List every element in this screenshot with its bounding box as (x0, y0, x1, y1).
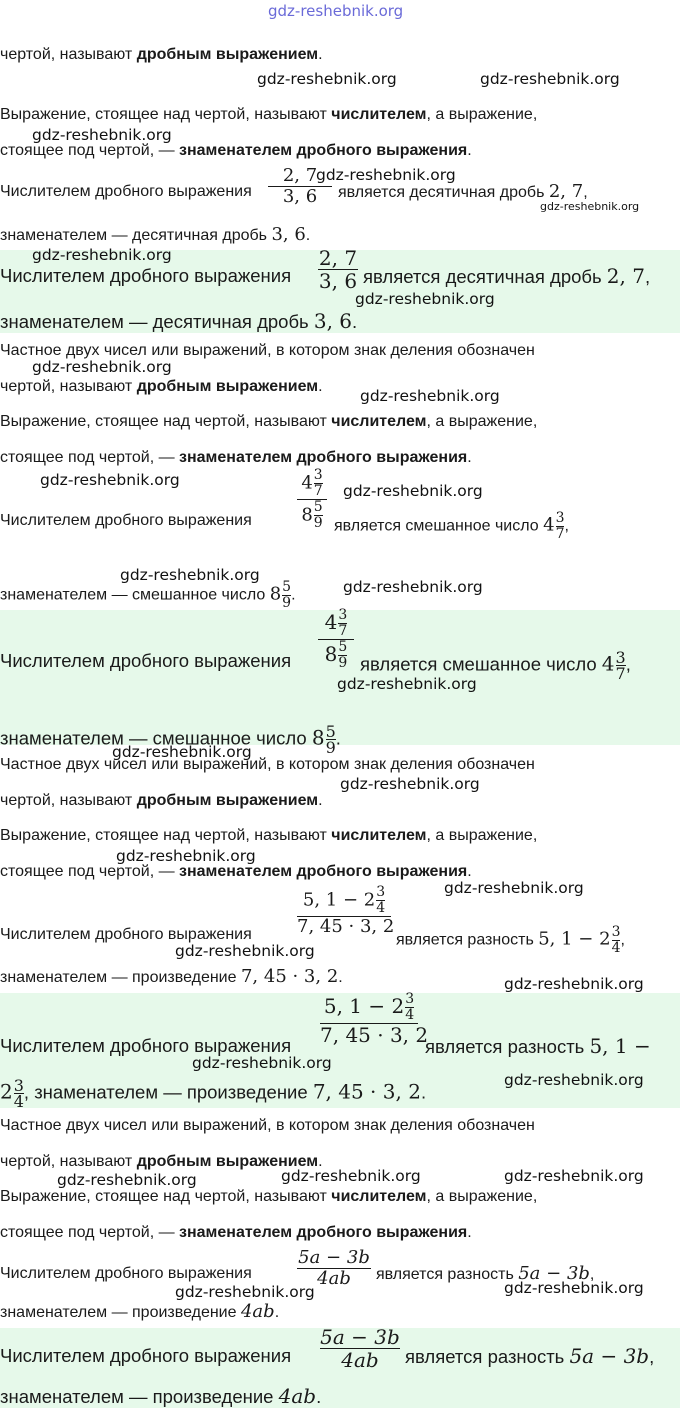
definition-line: чертой, называют дробным выражением. (0, 1153, 323, 1170)
watermark: gdz-reshebnik.org (192, 1054, 332, 1072)
fraction: 4 $\frac{3}{7}$ 8 $\frac{5}{9}$ (297, 468, 327, 531)
watermark: gdz-reshebnik.org (175, 1283, 315, 1301)
answer-line: 2 $\frac{3}{4}$ , знаменателем — произведение 7, 45 · 3, 2. (0, 1076, 427, 1111)
answer-line: знаменателем — смешанное число 8 $\frac{5}{9}$ . (0, 722, 341, 757)
answer-line: знаменателем — десятичная дробь 3, 6. (0, 309, 358, 333)
definition-line: стоящее под чертой, — знаменателем дробного выражения. (0, 449, 472, 466)
watermark: gdz-reshebnik.org (112, 743, 252, 761)
example-line: знаменателем — смешанное число 8 $\frac{5}{9}$ . (0, 579, 296, 611)
example-line: Числителем дробного выражения (0, 926, 252, 943)
definition-line: Выражение, стоящее над чертой, называют числителем, а выражение, (0, 106, 538, 123)
watermark: gdz-reshebnik.org (120, 566, 260, 584)
definition-line: чертой, называют дробным выражением. (0, 46, 323, 63)
answer-line: является разность 5, 1 − (425, 1034, 651, 1058)
watermark: gdz-reshebnik.org (40, 471, 180, 489)
definition-line: стоящее под чертой, — знаменателем дробного выражения. (0, 1224, 472, 1241)
watermark: gdz-reshebnik.org (257, 70, 397, 88)
example-line: является десятичная дробь 2, 7, (338, 181, 588, 202)
watermark: gdz-reshebnik.org (360, 387, 500, 405)
fraction: 5a − 3b 4ab (320, 1325, 400, 1372)
example-line: знаменателем — произведение 4ab. (0, 1301, 280, 1322)
watermark: gdz-reshebnik.org (57, 1171, 197, 1189)
watermark: gdz-reshebnik.org (343, 482, 483, 500)
watermark: gdz-reshebnik.org (32, 246, 172, 264)
watermark: gdz-reshebnik.org (504, 1279, 644, 1297)
definition-line: чертой, называют дробным выражением. (0, 792, 323, 809)
watermark: gdz-reshebnik.org (504, 1167, 644, 1185)
answer-line: является разность 5a − 3b, (405, 1344, 655, 1368)
watermark: gdz-reshebnik.org (343, 578, 483, 596)
watermark: gdz-reshebnik.org (504, 975, 644, 993)
watermark: gdz-reshebnik.org (540, 200, 640, 213)
definition-line: стоящее под чертой, — знаменателем дробного выражения. (0, 863, 472, 880)
definition-line: чертой, называют дробным выражением. (0, 378, 323, 395)
fraction: 2, 7 3, 6 (318, 246, 358, 293)
watermark: gdz-reshebnik.org (355, 290, 495, 308)
example-line: знаменателем — произведение 7, 45 · 3, 2. (0, 966, 343, 987)
answer-line: Числителем дробного выражения (0, 1035, 292, 1056)
example-line: является разность 5a − 3b, (376, 1263, 595, 1284)
watermark: gdz-reshebnik.org (504, 1071, 644, 1089)
example-line: Числителем дробного выражения (0, 1265, 252, 1282)
fraction: 5, 1 − 2 $\frac{3}{4}$ 7, 45 · 3, 2 (320, 991, 429, 1047)
watermark: gdz-reshebnik.org (32, 126, 172, 144)
answer-line: является смешанное число 4 $\frac{3}{7}$ , (360, 648, 631, 683)
answer-line: Числителем дробного выражения (0, 265, 292, 286)
definition-line: стоящее под чертой, — знаменателем дробного выражения. (0, 142, 472, 159)
answer-line: знаменателем — произведение 4ab. (0, 1384, 322, 1408)
example-line: Числителем дробного выражения (0, 183, 252, 200)
definition-line: Частное двух чисел или выражений, в котором знак деления обозначен (0, 342, 535, 359)
watermark: gdz-reshebnik.org (175, 942, 315, 960)
answer-line: Числителем дробного выражения (0, 1345, 292, 1366)
answer-line: является десятичная дробь 2, 7, (363, 264, 651, 288)
top-watermark: gdz-reshebnik.org (268, 2, 404, 20)
definition-line: Частное двух чисел или выражений, в котором знак деления обозначен (0, 1117, 535, 1134)
example-line: знаменателем — десятичная дробь 3, 6. (0, 224, 311, 245)
example-line: является смешанное число 4 $\frac{3}{7}$ , (334, 510, 569, 542)
fraction: 5, 1 − 2 $\frac{3}{4}$ 7, 45 · 3, 2 (297, 884, 395, 937)
watermark: gdz-reshebnik.org (480, 70, 620, 88)
example-line: Числителем дробного выражения (0, 512, 252, 529)
watermark: gdz-reshebnik.org (281, 1167, 421, 1185)
answer-line: Числителем дробного выражения (0, 650, 292, 671)
definition-line: Выражение, стоящее над чертой, называют числителем, а выражение, (0, 413, 538, 430)
fraction: 2, 7 3, 6 (268, 166, 332, 207)
watermark: gdz-reshebnik.org (32, 358, 172, 376)
watermark: gdz-reshebnik.org (337, 675, 477, 693)
fraction: 4 $\frac{3}{7}$ 8 $\frac{5}{9}$ (318, 608, 354, 671)
watermark: gdz-reshebnik.org (316, 166, 456, 184)
definition-line: Частное двух чисел или выражений, в котором знак деления обозначен (0, 756, 535, 773)
definition-line: Выражение, стоящее над чертой, называют числителем, а выражение, (0, 827, 538, 844)
definition-line: Выражение, стоящее над чертой, называют числителем, а выражение, (0, 1188, 538, 1205)
fraction: 5a − 3b 4ab (298, 1247, 370, 1289)
watermark: gdz-reshebnik.org (444, 879, 584, 897)
watermark: gdz-reshebnik.org (116, 847, 256, 865)
example-line: является разность 5, 1 − 2 $\frac{3}{4}$ , (396, 924, 625, 956)
watermark: gdz-reshebnik.org (340, 775, 480, 793)
